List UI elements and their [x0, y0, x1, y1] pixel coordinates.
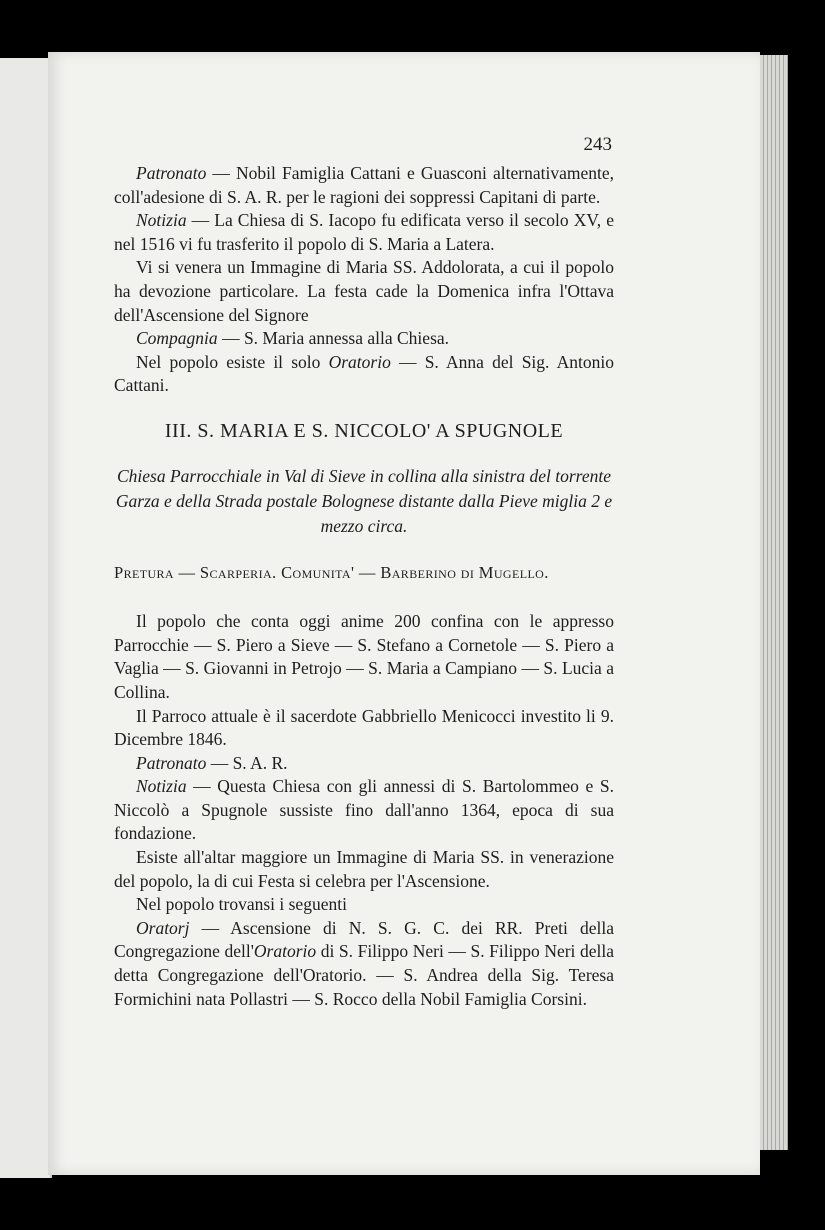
venera-paragraph: Vi si venera un Immagine di Maria SS. Addolorata, a cui il popolo ha devozione particolare. La festa cade la Domenica infra l'Ottava dell'Ascensione del Signore — [114, 257, 614, 325]
patronato-text: — Nobil Famiglia Cattani e Guasconi alternativamente, coll'adesione di S. A. R. per le ragioni dei soppressi Capitani di parte. — [114, 163, 614, 207]
patronato-label: Patronato — [136, 163, 207, 183]
section-title: III. S. MARIA E S. NICCOLO' A SPUGNOLE — [164, 419, 564, 442]
oratorio-label: Oratorio — [328, 351, 391, 372]
compagnia-label: Compagnia — [136, 328, 218, 349]
patronato-2-paragraph — [114, 752, 614, 776]
oratorj-text-1: — Ascensione di N. S. G. C. dei RR. Preti della Congregazione dell' — [114, 917, 614, 962]
oratorio-italic: Oratorio — [253, 941, 317, 962]
oratorj-text-2: di S. Filippo Neri — S. Filippo Neri della detta Congregazione dell'Oratorio. — S. Andrea della Sig. Teresa Formichini nata Pollastri — S. Rocco della Nobil Famiglia Corsini. — [114, 941, 614, 1009]
oratorj-paragraph — [114, 917, 614, 1011]
esiste-paragraph: Esiste all'altar maggiore un Immagine di Maria SS. in venerazione del popolo, la di cui Festa si celebra per l'Ascensione. — [114, 847, 614, 891]
parroco-paragraph: Il Parroco attuale è il sacerdote Gabbriello Menicocci investito li 9. Dicembre 1846. — [114, 705, 614, 750]
compagnia-paragraph — [114, 327, 614, 351]
patronato-paragraph — [114, 162, 614, 209]
notizia-2-label: Notizia — [136, 776, 187, 797]
page-number: 243 — [583, 134, 612, 155]
church-description: Chiesa Parrocchiale in Val di Sieve in collina alla sinistra del torrente Garza e della Strada postale Bolognese distante dalla Pieve miglia 2 e mezzo circa. — [115, 465, 613, 536]
patronato-2-text: — S. A. R. — [206, 752, 288, 773]
notizia-paragraph — [114, 209, 614, 256]
compagnia-text: — S. Maria annessa alla Chiesa. — [217, 328, 450, 349]
page-text — [114, 162, 614, 1011]
oratorio-post: — S. Anna del Sig. Antonio Cattani. — [114, 351, 614, 396]
pretura-line: Pretura — Scarperia. Comunita' — Barberino di Mugello. — [114, 562, 549, 582]
left-page-edge — [0, 58, 52, 1178]
oratorj-label: Oratorj — [136, 917, 190, 938]
oratorio-pre: Nel popolo esiste il solo — [136, 351, 329, 372]
spacer — [114, 584, 614, 610]
popolo-paragraph: Il popolo che conta oggi anime 200 confina con le appresso Parrocchie — S. Piero a Sieve — S. Stefano a Cornetole — S. Piero a Vaglia — S. Giovanni in Petrojo — S. Maria a Campiano — S. Lucia a Collina. — [114, 611, 614, 702]
patronato-2-label: Patronato — [136, 752, 207, 773]
notizia-text: — La Chiesa di S. Iacopo fu edificata verso il secolo XV, e nel 1516 vi fu trasferito il popolo di S. Maria a Latera. — [114, 210, 614, 254]
notizia-label: Notizia — [136, 210, 187, 231]
book-page — [48, 52, 760, 1175]
notizia-2-paragraph — [114, 775, 614, 846]
notizia-2-text: — Questa Chiesa con gli annessi di S. Bartolommeo e S. Niccolò a Spugnole sussiste fino dall'anno 1364, epoca di sua fondazione. — [114, 776, 614, 844]
seguenti-paragraph: Nel popolo trovansi i seguenti — [136, 894, 347, 915]
oratorio-paragraph — [114, 351, 614, 398]
